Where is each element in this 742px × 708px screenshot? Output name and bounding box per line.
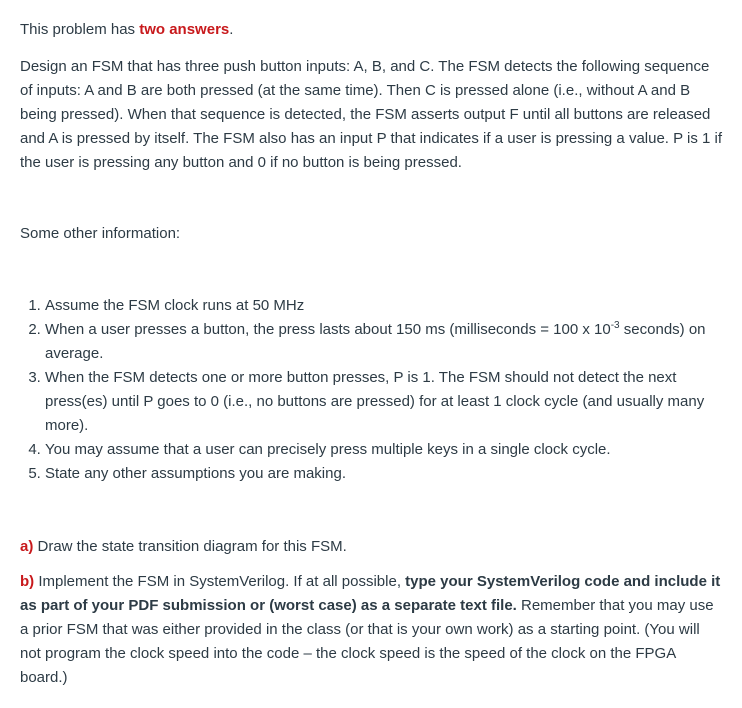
- assumption-item-2-text-end: seconds) on average.: [45, 321, 706, 362]
- assumption-item-3: 3. When the FSM detects one or more button presses, P is 1. The FSM should not detect the next press(es) until P goes to 0 (i.e., no buttons are pressed) for at least 1 clock cycle (and usually many more).: [45, 366, 735, 438]
- part-b-text-end: Remember that you may use a prior FSM that was either provided in the class (or that is your own work) as a starting point. (You will not program the clock speed into the code – the clock speed is the speed of the clock on the FPGA board.): [20, 597, 714, 686]
- part-a-label: a): [20, 538, 34, 555]
- exponent-superscript: -3: [610, 320, 620, 331]
- assumption-item-1: 1. Assume the FSM clock runs at 50 MHz: [45, 294, 735, 318]
- assumptions-list: [20, 294, 735, 486]
- intro-suffix: .: [229, 21, 234, 38]
- design-paragraph: Design an FSM that has three push button inputs: A, B, and C. The FSM detects the following sequence of inputs: A and B are both pressed (at the same time). Then C is pressed alone (i.e., without A and B being pressed). When that sequence is detected, the FSM asserts output F until all buttons are released and A is pressed by itself. The FSM also has an input P that indicates if a user is pressing a value. P is 1 if the user is pressing any button and 0 if no button is being pressed.: [20, 58, 723, 171]
- assumption-item-4: 4. You may assume that a user can precisely press multiple keys in a single clock cycle.: [45, 438, 735, 462]
- part-b-label: b): [20, 573, 35, 590]
- part-a-text: Draw the state transition diagram for this FSM.: [33, 538, 347, 555]
- part-b-bold-instruction: type your SystemVerilog code and include it as part of your PDF submission or (worst case) as a separate text file.: [20, 573, 721, 614]
- other-info-heading: Some other information:: [20, 225, 181, 242]
- part-b-text: Implement the FSM in SystemVerilog. If at all possible,: [34, 573, 406, 590]
- intro-line: [20, 18, 724, 42]
- part-b-question: [20, 570, 724, 690]
- two-answers-highlight: two answers: [139, 21, 230, 38]
- assumption-item-2-text: When a user presses a button, the press lasts about 150 ms (milliseconds = 100 x 10: [45, 321, 611, 338]
- assumption-item-2: [45, 318, 735, 366]
- part-a-question: [20, 535, 724, 559]
- assumption-item-5: 5. State any other assumptions you are making.: [45, 462, 735, 486]
- intro-prefix: This problem has: [20, 21, 140, 38]
